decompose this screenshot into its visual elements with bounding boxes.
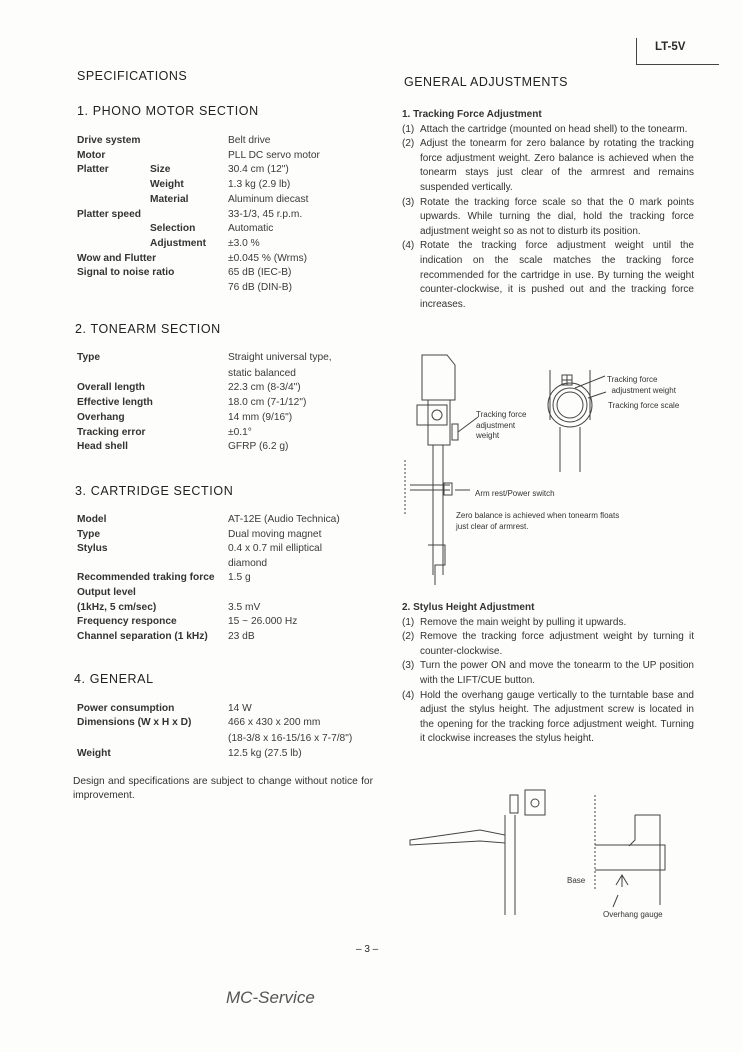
step-text: Remove the main weight by pulling it upwards. bbox=[420, 616, 627, 628]
spec-value: (18-3/8 x 16-15/16 x 7-7/8") bbox=[228, 733, 353, 744]
specs-note: Design and specifications are subject to change without notice for improvement. bbox=[73, 776, 373, 801]
cartridge-section-title: 3. CARTRIDGE SECTION bbox=[75, 484, 234, 498]
spec-label: Motor bbox=[77, 149, 106, 161]
armrest-label: Arm rest/Power switch bbox=[475, 489, 555, 498]
tracking-force-title: 1. Tracking Force Adjustment bbox=[402, 109, 542, 120]
spec-value: 23 dB bbox=[228, 630, 255, 642]
spec-label: Power consumption bbox=[77, 703, 175, 714]
zero-balance-note: Zero balance is achieved when tonearm floats just clear of armrest. bbox=[456, 511, 620, 531]
spec-value: 3.5 mV bbox=[228, 601, 261, 613]
instruction-step bbox=[402, 137, 694, 195]
spec-label: Signal to noise ratio bbox=[77, 267, 175, 279]
spec-value: 1.5 g bbox=[228, 572, 251, 584]
spec-label: Weight bbox=[77, 748, 111, 759]
spec-label: Head shell bbox=[77, 441, 128, 452]
tracking-force-section bbox=[402, 108, 694, 312]
spec-label: Wow and Flutter bbox=[77, 252, 157, 264]
model-header bbox=[636, 38, 719, 65]
spec-value: 76 dB (DIN-B) bbox=[228, 282, 292, 293]
instruction-step bbox=[402, 689, 694, 747]
spec-value: Straight universal type, bbox=[228, 352, 332, 363]
step-text: Hold the overhang gauge vertically to the turntable base and adjust the stylus height. The adjustment screw is located in the opening for the tracking force adjustment weight. Turning it clockwise increases the stylus height. bbox=[420, 689, 694, 745]
step-number: (1) bbox=[402, 616, 415, 628]
tonearm-section-title: 2. TONEARM SECTION bbox=[75, 322, 221, 336]
step-number: (4) bbox=[402, 689, 415, 701]
spec-label: Platter speed bbox=[77, 208, 141, 220]
instruction-step bbox=[402, 616, 694, 631]
spec-value: 22.3 cm (8-3/4") bbox=[228, 382, 301, 393]
instruction-step bbox=[402, 630, 694, 659]
gauge-label: Overhang gauge bbox=[603, 910, 663, 919]
step-text: Attach the cartridge (mounted on head shell) to the tonearm. bbox=[420, 123, 688, 135]
spec-label: Stylus bbox=[77, 543, 108, 555]
spec-label: Recommended traking force bbox=[77, 572, 215, 584]
spec-sublabel: Adjustment bbox=[150, 237, 207, 249]
spec-label: Platter bbox=[77, 164, 109, 176]
spec-label: Type bbox=[77, 528, 101, 540]
spec-value: static balanced bbox=[228, 368, 296, 379]
spec-value: 1.3 kg (2.9 lb) bbox=[228, 179, 291, 191]
base-label: Base bbox=[567, 876, 586, 885]
spec-label: Effective length bbox=[77, 397, 153, 408]
spec-label: Tracking error bbox=[77, 427, 146, 438]
step-text: Adjust the tonearm for zero balance by rotating the tracking force adjustment weight. Zero balance is achieved when the tonearm stays just clear of the armrest and remains suspended vertically. bbox=[420, 138, 694, 193]
weight-label-left: Tracking force adjustment weight bbox=[476, 410, 527, 440]
stylus-height-section bbox=[402, 601, 694, 747]
spec-value: 14 W bbox=[228, 703, 252, 714]
spec-value: ±0.1° bbox=[228, 427, 252, 438]
spec-value: 65 dB (IEC-B) bbox=[228, 267, 292, 279]
spec-value: diamond bbox=[228, 557, 268, 569]
adjustments-title: GENERAL ADJUSTMENTS bbox=[404, 75, 568, 89]
step-number: (2) bbox=[402, 631, 415, 643]
spec-sublabel: Selection bbox=[150, 223, 196, 235]
step-text: Rotate the tracking force scale so that the 0 mark points upwards. While turning the dial, hold the tracking force adjustment weight so as not to disturb its position. bbox=[420, 196, 694, 237]
spec-label: (1kHz, 5 cm/sec) bbox=[77, 601, 157, 613]
step-number: (2) bbox=[402, 138, 415, 150]
spec-label: Frequency responce bbox=[77, 616, 177, 628]
spec-sublabel: Size bbox=[150, 164, 171, 176]
step-number: (1) bbox=[402, 123, 415, 135]
spec-label: Model bbox=[77, 514, 107, 525]
spec-value: 466 x 430 x 200 mm bbox=[228, 717, 321, 728]
spec-sublabel: Weight bbox=[150, 179, 184, 191]
stylus-height-title: 2. Stylus Height Adjustment bbox=[402, 602, 535, 613]
spec-sublabel: Material bbox=[150, 193, 189, 205]
spec-value: Dual moving magnet bbox=[228, 528, 322, 540]
spec-value: Aluminum diecast bbox=[228, 193, 309, 205]
step-text: Turn the power ON and move the tonearm to the UP position with the LIFT/CUE button. bbox=[420, 660, 694, 686]
spec-value: 33-1/3, 45 r.p.m. bbox=[228, 208, 303, 220]
weight-label-right: Tracking force adjustment weight bbox=[607, 375, 676, 395]
brand-footer: MC-Service bbox=[226, 988, 315, 1007]
step-text: Rotate the tracking force adjustment weight until the indication on the scale matches the tracking force recommended for the cartridge in use. By turning the weight counter-clockwise, it is pushed out and the tracking force increases. bbox=[420, 240, 694, 310]
spec-value: 15 ~ 26.000 Hz bbox=[228, 616, 298, 628]
model-number: LT-5V bbox=[655, 41, 686, 53]
spec-label: Dimensions (W x H x D) bbox=[77, 717, 192, 728]
spec-value: Belt drive bbox=[228, 135, 271, 146]
spec-label: Output level bbox=[77, 587, 136, 598]
phono-section-title: 1. PHONO MOTOR SECTION bbox=[77, 104, 259, 118]
instruction-step bbox=[402, 196, 694, 240]
spec-label: Channel separation (1 kHz) bbox=[77, 630, 208, 642]
spec-label: Drive system bbox=[77, 135, 141, 146]
general-section-title: 4. GENERAL bbox=[74, 672, 154, 686]
spec-value: AT-12E (Audio Technica) bbox=[228, 514, 340, 525]
step-text: Remove the tracking force adjustment weight by turning it counter-clockwise. bbox=[420, 631, 694, 657]
spec-value: ±3.0 % bbox=[228, 237, 260, 249]
spec-value: PLL DC servo motor bbox=[228, 149, 320, 161]
spec-value: 30.4 cm (12") bbox=[228, 164, 289, 176]
scale-label: Tracking force scale bbox=[608, 401, 680, 410]
instruction-step bbox=[402, 659, 694, 688]
specifications-title: SPECIFICATIONS bbox=[77, 69, 188, 83]
step-number: (3) bbox=[402, 660, 415, 672]
spec-value: GFRP (6.2 g) bbox=[228, 441, 289, 452]
spec-label: Overall length bbox=[77, 382, 145, 393]
step-number: (4) bbox=[402, 240, 415, 252]
spec-value: 0.4 x 0.7 mil elliptical bbox=[228, 543, 322, 555]
spec-label: Overhang bbox=[77, 412, 125, 423]
spec-value: ±0.045 % (Wrms) bbox=[228, 252, 307, 264]
spec-value: 18.0 cm (7-1/12") bbox=[228, 397, 307, 408]
step-number: (3) bbox=[402, 196, 415, 208]
spec-label: Type bbox=[77, 352, 101, 363]
stylus-height-figure bbox=[400, 785, 690, 925]
spec-value: 14 mm (9/16") bbox=[228, 412, 293, 423]
spec-value: 12.5 kg (27.5 lb) bbox=[228, 748, 302, 759]
instruction-step bbox=[402, 239, 694, 312]
spec-value: Automatic bbox=[228, 223, 274, 235]
instruction-step bbox=[402, 123, 694, 138]
page-number: – 3 – bbox=[356, 944, 379, 955]
